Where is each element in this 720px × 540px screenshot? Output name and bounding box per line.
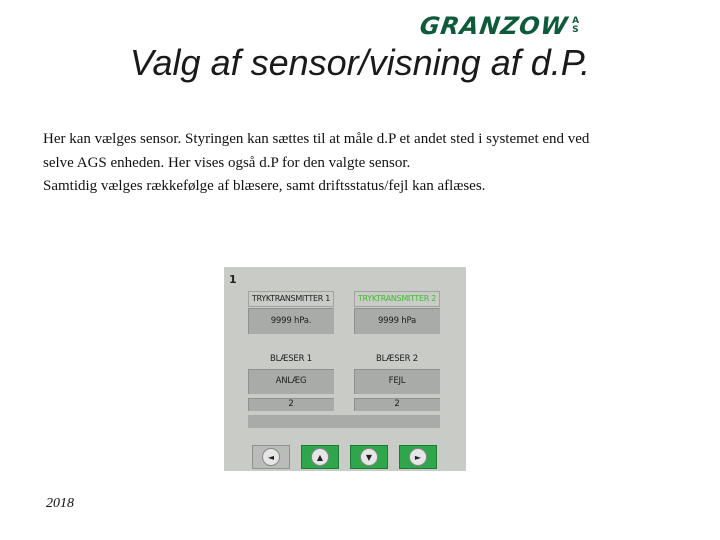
right-button[interactable]	[399, 445, 437, 469]
description-line: selve AGS enheden. Her vises også d.P for den valgte sensor.	[43, 154, 411, 171]
left-arrow-icon: ◄	[262, 448, 280, 466]
blower-1-status: ANLÆG	[248, 369, 334, 394]
logo-wordmark: GRANZOW	[418, 12, 571, 40]
hmi-panel	[224, 267, 466, 471]
transmitter-2-select[interactable]: TRYKTRANSMITTER 2	[354, 291, 440, 307]
left-button[interactable]	[252, 445, 290, 469]
up-button[interactable]	[301, 445, 339, 469]
logo-as-mark: A S	[572, 16, 580, 35]
panel-number: 1	[229, 273, 237, 286]
blower-1-label: BLÆSER 1	[269, 354, 313, 364]
transmitter-1-select[interactable]: TRYKTRANSMITTER 1	[248, 291, 334, 307]
down-arrow-icon: ▼	[360, 448, 378, 466]
transmitter-2-value: 9999 hPa	[354, 308, 440, 334]
status-bar	[248, 415, 440, 428]
blower-2-label: BLÆSER 2	[375, 354, 419, 364]
blower-1-order[interactable]: 2	[248, 398, 334, 411]
blower-2-status: FEJL	[354, 369, 440, 394]
page-title: Valg af sensor/visning af d.P.	[129, 42, 591, 83]
description	[43, 128, 683, 199]
up-arrow-icon: ▲	[311, 448, 329, 466]
down-button[interactable]	[350, 445, 388, 469]
right-arrow-icon: ►	[409, 448, 427, 466]
granzow-logo	[420, 12, 579, 40]
footer-year: 2018	[46, 496, 74, 511]
transmitter-1-value: 9999 hPa.	[248, 308, 334, 334]
description-line: Her kan vælges sensor. Styringen kan sættes til at måle d.P et andet sted i systemet end ved	[43, 131, 590, 147]
blower-2-order[interactable]: 2	[354, 398, 440, 411]
description-line: Samtidig vælges rækkefølge af blæsere, samt driftsstatus/fejl kan aflæses.	[43, 178, 486, 194]
